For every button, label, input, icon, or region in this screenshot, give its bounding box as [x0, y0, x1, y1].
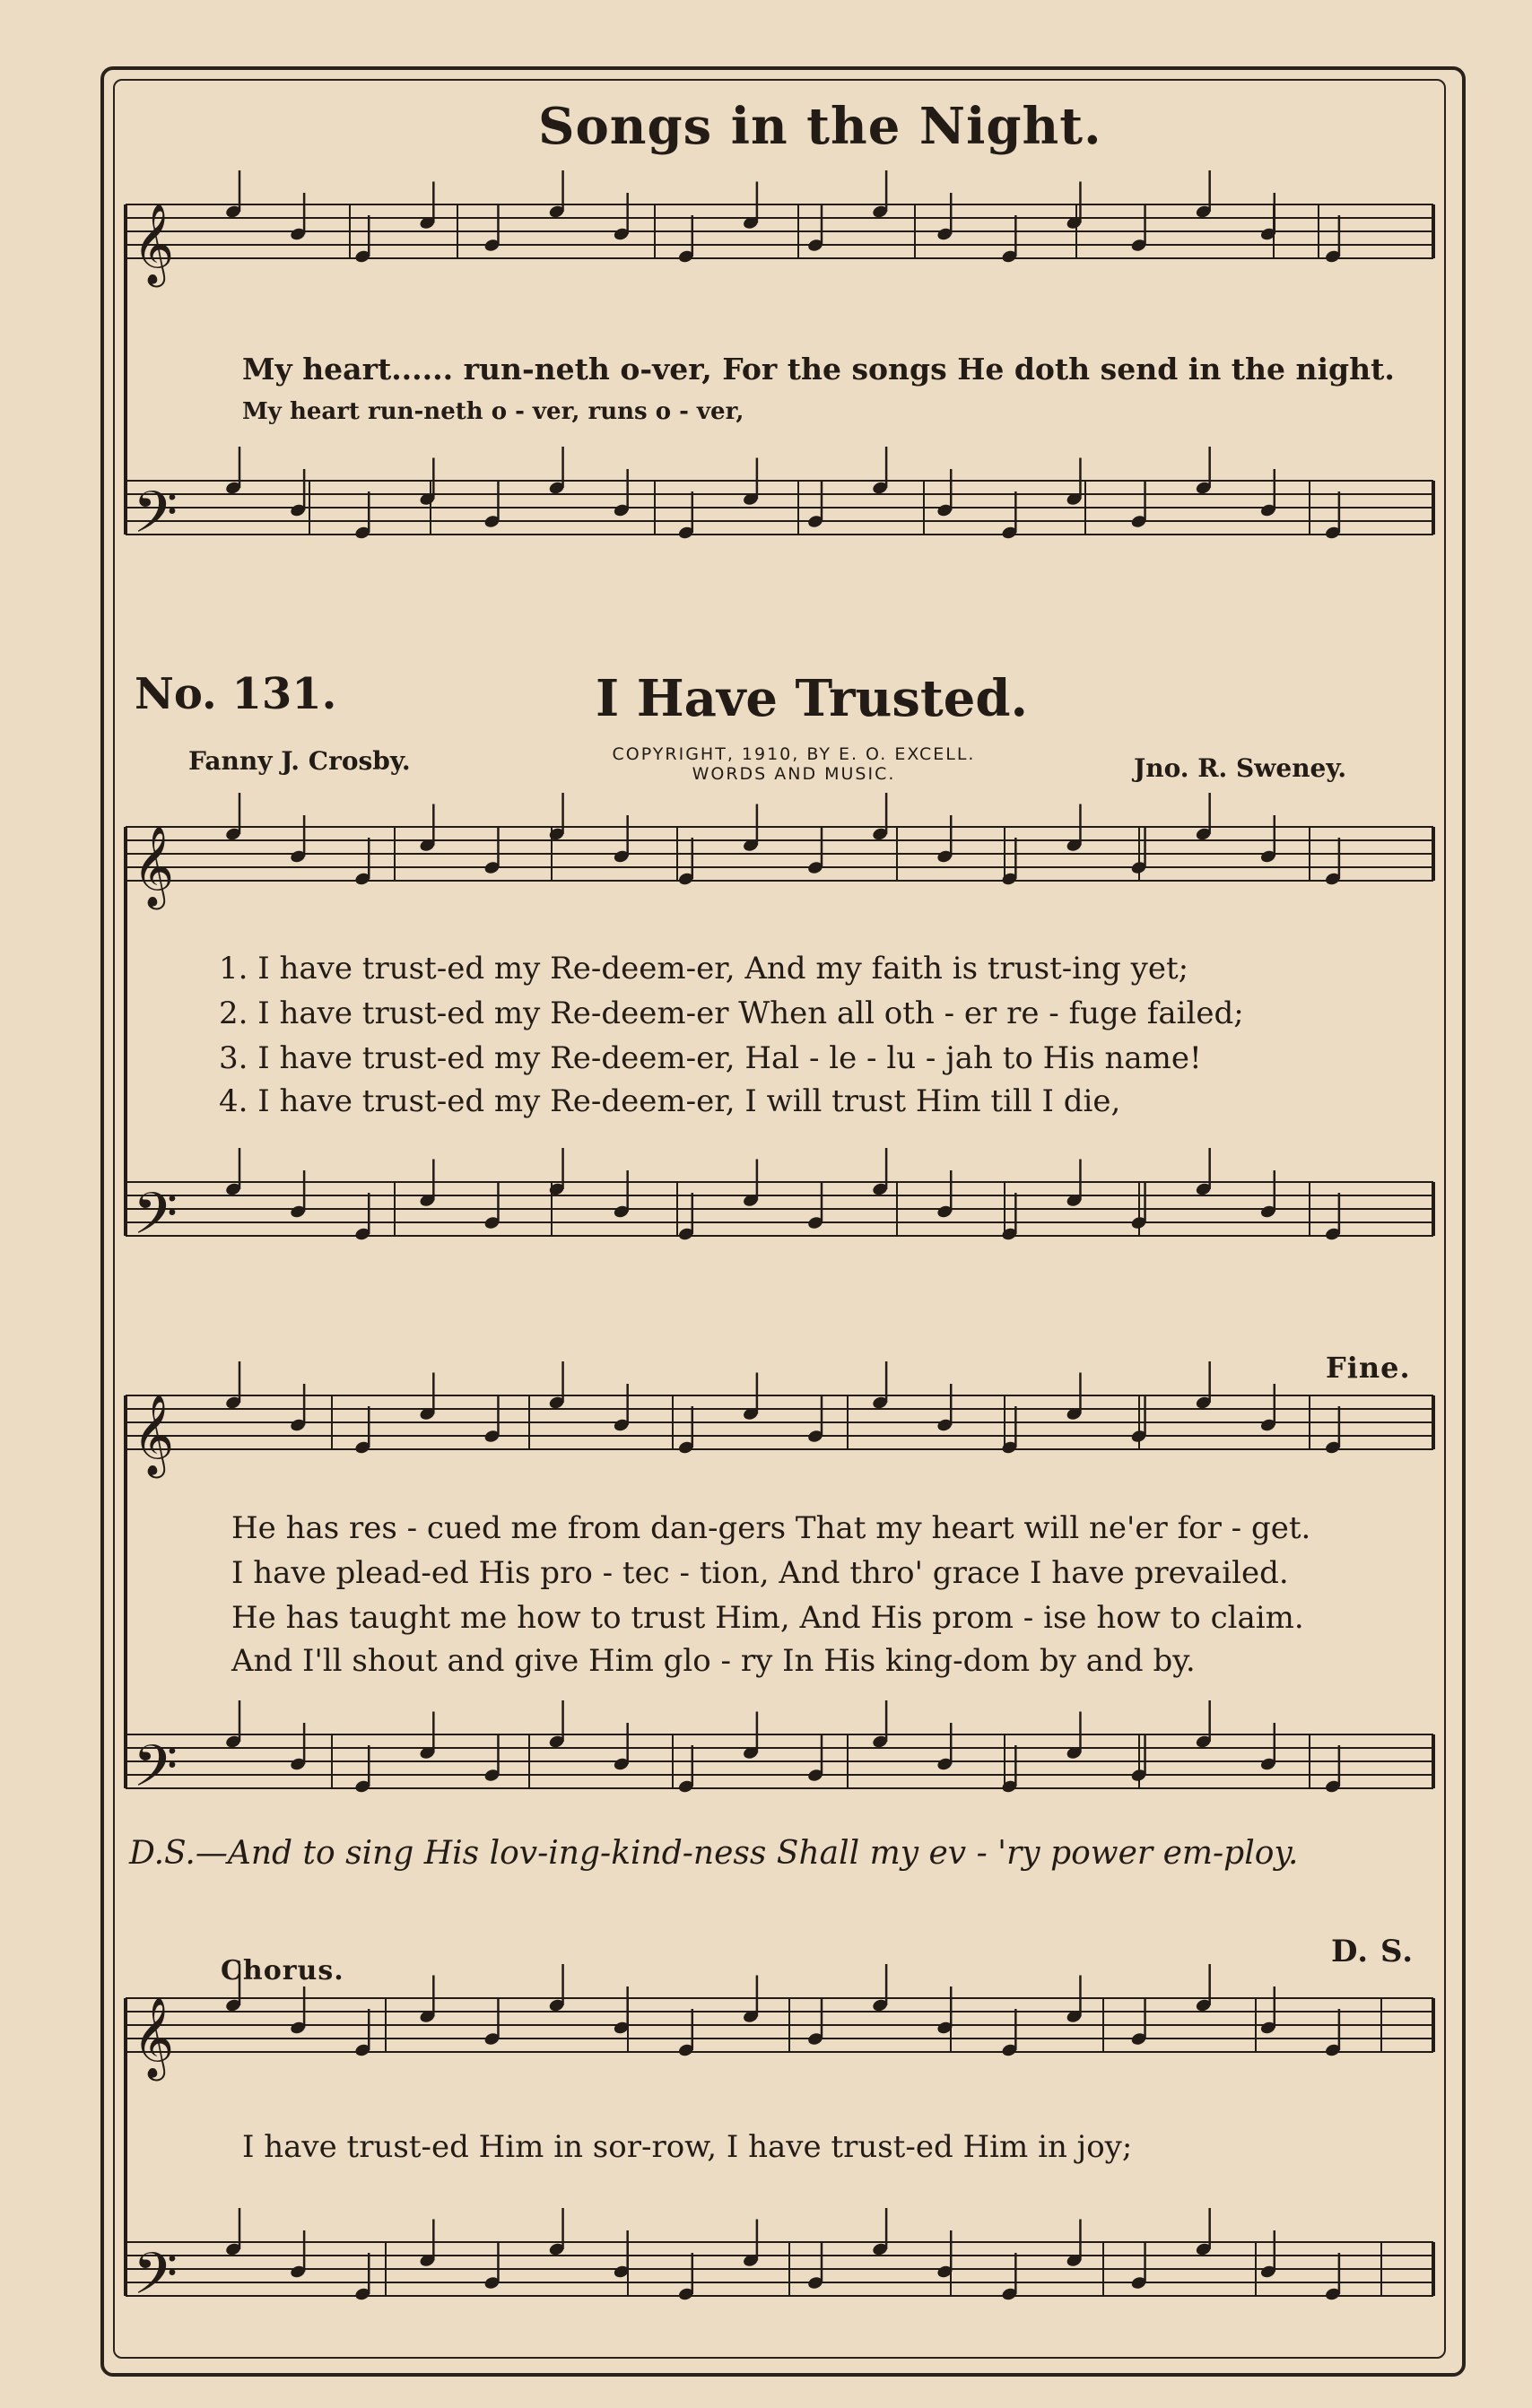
hymn-number: No. 131. — [135, 669, 337, 719]
verse-2-line-a: 2. I have trust-ed my Re-deem-er When all oth - er re - fuge failed; — [219, 995, 1244, 1031]
hymn-composer: Jno. R. Sweney. — [1134, 753, 1347, 783]
prev-hymn-lyric-main: My heart...... run-neth o-ver, For the songs He doth send in the night. — [242, 352, 1395, 387]
chorus-label: Chorus. — [221, 1955, 344, 1986]
copyright-line-1: COPYRIGHT, 1910, BY E. O. EXCELL. — [612, 744, 976, 764]
fine-label: Fine. — [1326, 1351, 1411, 1385]
staff-5-clef-icon: 𝄢 — [133, 1734, 178, 1814]
verse-1-line-b: He has res - cued me from dan-gers That my heart will ne'er for - get. — [231, 1510, 1311, 1546]
staff-3-clef-icon: 𝄢 — [133, 1181, 178, 1262]
staff-2-clef-icon: 𝄞 — [133, 826, 175, 907]
copyright-line-2: WORDS AND MUSIC. — [692, 764, 896, 784]
hymn-title: I Have Trusted. — [596, 669, 1029, 728]
verse-1-line-a: 1. I have trust-ed my Re-deem-er, And my faith is trust-ing yet; — [219, 951, 1189, 987]
verse-2-line-b: I have plead-ed His pro - tec - tion, And thro' grace I have prevailed. — [231, 1555, 1289, 1591]
verse-4-line-b: And I'll shout and give Him glo - ry In His king-dom by and by. — [231, 1643, 1196, 1679]
hymn-copyright — [592, 744, 996, 784]
staff-1-clef-icon: 𝄢 — [133, 480, 178, 561]
prev-hymn-lyric-echo: My heart run-neth o - ver, runs o - ver, — [242, 398, 744, 425]
verse-3-line-a: 3. I have trust-ed my Re-deem-er, Hal - le - lu - jah to His name! — [219, 1040, 1202, 1076]
ds-label: D. S. — [1331, 1934, 1414, 1969]
staff-7-clef-icon: 𝄢 — [133, 2241, 178, 2322]
verse-4-line-a: 4. I have trust-ed my Re-deem-er, I will trust Him till I die, — [219, 1083, 1121, 1119]
verse-3-line-b: He has taught me how to trust Him, And His prom - ise how to claim. — [231, 1600, 1304, 1636]
prev-hymn-title: Songs in the Night. — [538, 97, 1102, 156]
staff-0-clef-icon: 𝄞 — [133, 204, 175, 284]
chorus-lyric: I have trust-ed Him in sor-row, I have trust-ed Him in joy; — [242, 2129, 1133, 2165]
staff-6-clef-icon: 𝄞 — [133, 1997, 175, 2078]
hymn-author: Fanny J. Crosby. — [188, 746, 411, 776]
staff-4-clef-icon: 𝄞 — [133, 1395, 175, 1475]
ds-text-line: D.S.—And to sing His lov-ing-kind-ness Shall my ev - 'ry power em-ploy. — [129, 1835, 1299, 1872]
